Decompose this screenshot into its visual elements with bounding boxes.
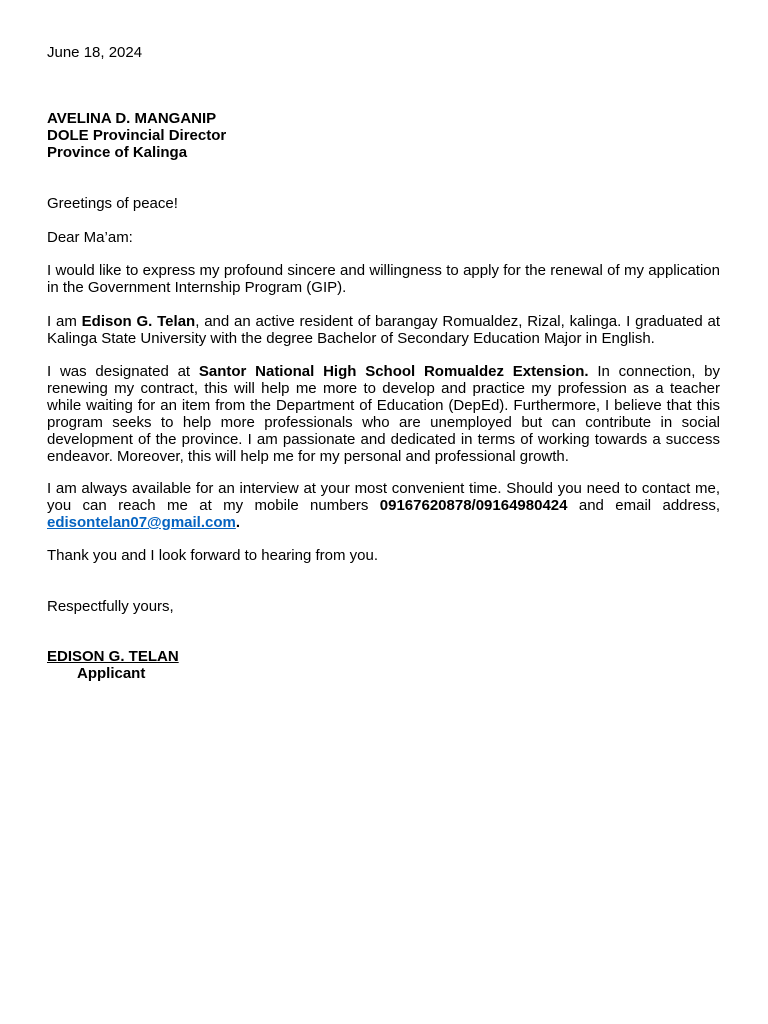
- signature-name: EDISON G. TELAN: [47, 648, 179, 665]
- recipient-position: DOLE Provincial Director: [47, 127, 227, 144]
- paragraph-background-suffix: , and an active resident of barangay Romualdez, Rizal, kalinga. I graduated at Kalinga State University with the degree Bachelor of Secondary Education Major in English.: [47, 313, 720, 347]
- paragraph-designation-prefix: I was designated at: [47, 363, 199, 380]
- signature-title: Applicant: [77, 665, 146, 682]
- signature-block: [47, 648, 720, 682]
- paragraph-contact-prefix: I am always available for an interview at your most convenient time. Should you need to contact me, you can reach me at my mobile numbers: [47, 480, 720, 514]
- email-link[interactable]: edisontelan07@gmail.com: [47, 514, 236, 531]
- paragraph-background-prefix: I am: [47, 313, 82, 330]
- letter-date: June 18, 2024: [47, 44, 143, 61]
- greeting: Greetings of peace!: [47, 195, 178, 212]
- paragraph-contact: [47, 480, 720, 531]
- school-name: Santor National High School Romualdez Extension.: [198, 363, 589, 380]
- paragraph-designation-suffix: In connection, by renewing my contract, this will help me more to develop and practice my profession as a teacher while waiting for an item from the Department of Education (DepEd). Furthermore, I believe that this program seeks to help more professionals who are unemployed but can contribute in social development of the province. I am passionate and dedicated in terms of working towards a success endeavor. Moreover, this will help me for my personal and professional growth.: [47, 363, 721, 465]
- recipient-name: AVELINA D. MANGANIP: [47, 110, 217, 127]
- applicant-name-inline: Edison G. Telan: [81, 313, 196, 330]
- recipient-block: [47, 110, 720, 161]
- paragraph-intro: I would like to express my profound sincere and willingness to apply for the renewal of my application in the Government Internship Program (GIP).: [47, 262, 720, 296]
- paragraph-contact-end: .: [235, 514, 241, 531]
- valediction: Respectfully yours,: [47, 598, 174, 615]
- paragraph-designation: [47, 363, 720, 465]
- phone-numbers: 09167620878/09164980424: [379, 497, 568, 514]
- recipient-location: Province of Kalinga: [47, 144, 188, 161]
- paragraph-background: [47, 313, 720, 347]
- salutation: Dear Ma’am:: [47, 229, 133, 246]
- closing-line: Thank you and I look forward to hearing from you.: [47, 547, 379, 564]
- paragraph-contact-middle: and email address,: [567, 497, 721, 514]
